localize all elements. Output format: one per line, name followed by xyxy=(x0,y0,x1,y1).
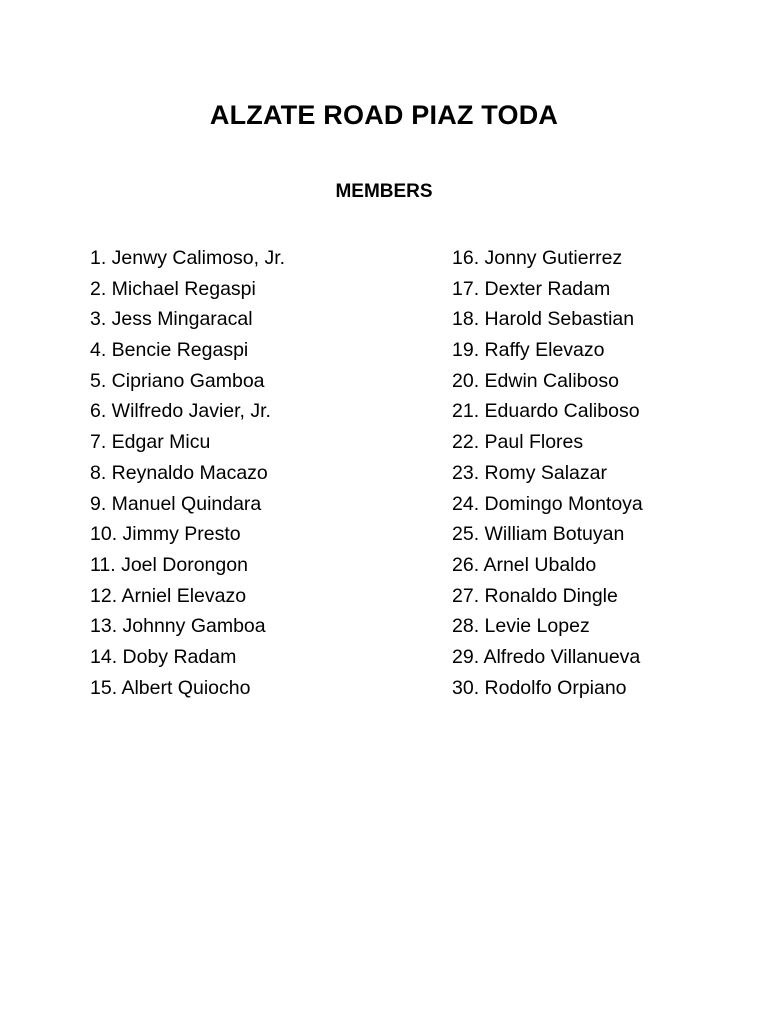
member-item: 13. Johnny Gamboa xyxy=(90,615,266,638)
document-subtitle: MEMBERS xyxy=(335,181,433,202)
member-item: 14. Doby Radam xyxy=(90,645,237,668)
document-title: ALZATE ROAD PIAZ TODA xyxy=(209,100,559,130)
member-item: 2. Michael Regaspi xyxy=(90,277,256,300)
member-item: 22. Paul Flores xyxy=(452,431,584,454)
member-item: 19. Raffy Elevazo xyxy=(452,339,605,362)
member-item: 5. Cipriano Gamboa xyxy=(90,369,265,392)
member-item: 24. Domingo Montoya xyxy=(452,492,643,515)
member-item: 10. Jimmy Presto xyxy=(90,523,241,546)
member-item: 11. Joel Dorongon xyxy=(90,553,248,576)
member-item: 28. Levie Lopez xyxy=(452,615,590,638)
members-list-left xyxy=(90,243,420,703)
member-item: 16. Jonny Gutierrez xyxy=(452,247,623,269)
member-item: 25. William Botuyan xyxy=(452,523,625,546)
member-item: 1. Jenwy Calimoso, Jr. xyxy=(90,247,286,269)
member-item: 26. Arnel Ubaldo xyxy=(452,553,597,576)
member-item: 30. Rodolfo Orpiano xyxy=(452,676,627,699)
member-item: 18. Harold Sebastian xyxy=(452,308,635,331)
member-item: 20. Edwin Caliboso xyxy=(452,369,619,392)
member-item: 27. Ronaldo Dingle xyxy=(452,584,618,607)
member-item: 17. Dexter Radam xyxy=(452,277,611,300)
member-item: 8. Reynaldo Macazo xyxy=(90,461,268,484)
member-item: 29. Alfredo Villanueva xyxy=(452,645,641,668)
member-item: 15. Albert Quiocho xyxy=(90,676,251,699)
members-list-right xyxy=(452,243,752,703)
member-item: 7. Edgar Micu xyxy=(90,431,211,454)
member-item: 12. Arniel Elevazo xyxy=(90,584,247,607)
member-item: 4. Bencie Regaspi xyxy=(90,339,249,362)
member-item: 23. Romy Salazar xyxy=(452,461,607,484)
member-item: 6. Wilfredo Javier, Jr. xyxy=(90,400,271,423)
member-item: 21. Eduardo Caliboso xyxy=(452,400,640,423)
member-item: 3. Jess Mingaracal xyxy=(90,308,253,331)
member-item: 9. Manuel Quindara xyxy=(90,492,262,515)
